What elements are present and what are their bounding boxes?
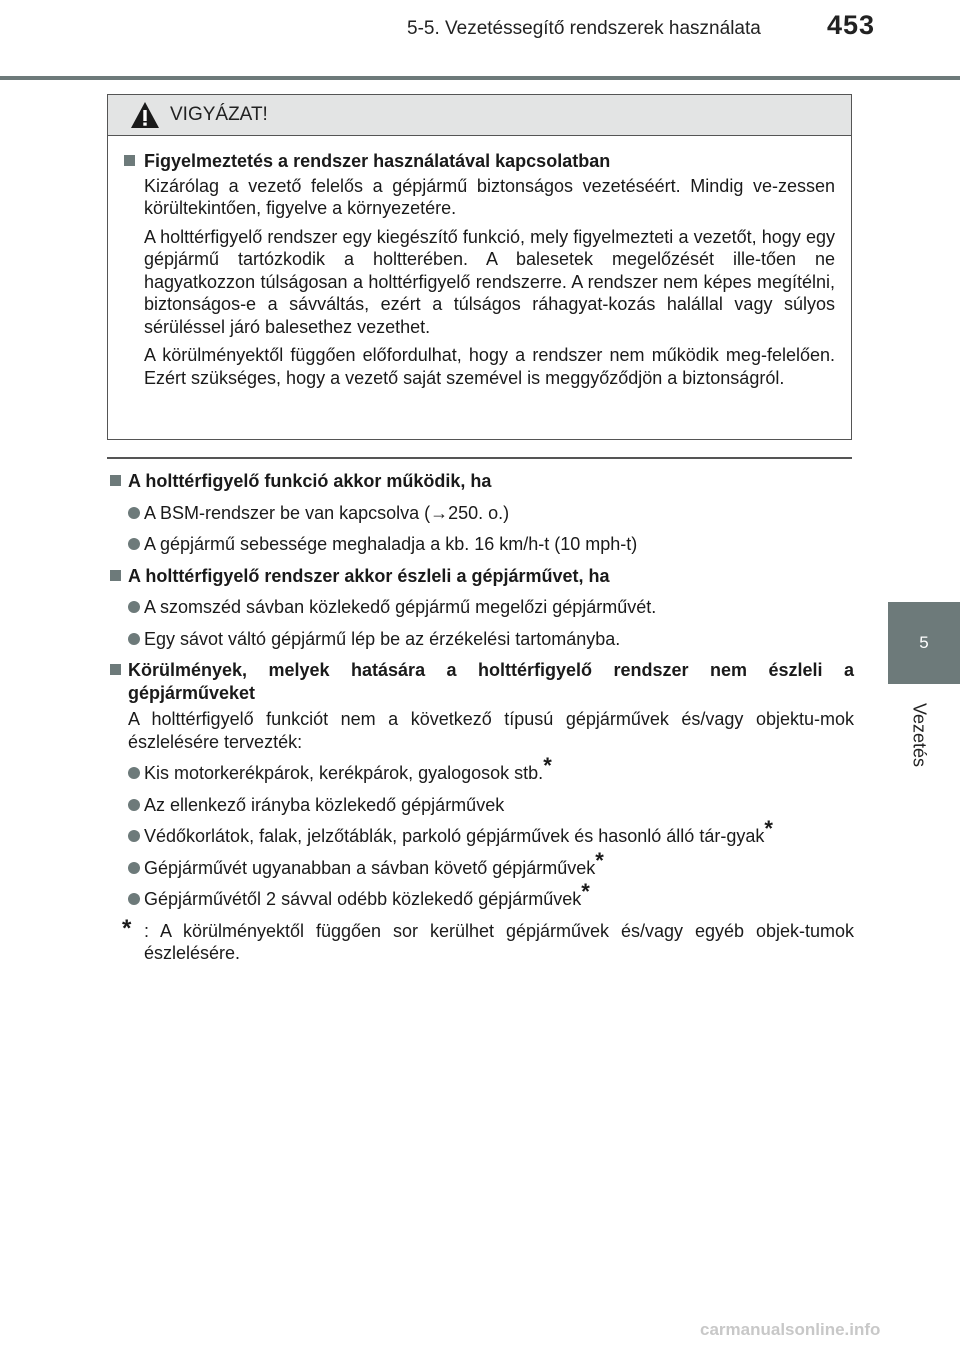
section-heading-text: Körülmények, melyek hatására a holttérfigyelő rendszer nem észleli a gépjárműveket <box>128 660 854 703</box>
warning-triangle-icon <box>130 101 160 129</box>
section-heading-text: A holttérfigyelő funkció akkor működik, ha <box>128 471 492 491</box>
caution-paragraph: A holttérfigyelő rendszer egy kiegészítő funkció, mely figyelmezteti a vezetőt, hogy egy gépjármű tartózkodik a holtterében. A balesetek megelőzését ille-tően ne hagyatkozzon túlságosan a holttérfigyelő rendszerre. A rendszer nem képes megítélni, biztonságos-e a sávváltás, ezért a túlságos ráhagyat-kozás halállal vagy súlyos sérüléssel járó balesethez vezethet. <box>144 226 835 337</box>
round-bullet-icon <box>128 507 140 519</box>
footnote <box>110 914 854 965</box>
list-item-text: Az ellenkező irányba közlekedő gépjárművek <box>144 794 505 815</box>
chapter-number: 5 <box>919 633 929 652</box>
list-item-text: Védőkorlátok, falak, jelzőtáblák, parkoló gépjárművek és hasonló álló tár-gyak <box>144 826 765 846</box>
list-item-text: Kis motorkerékpárok, kerékpárok, gyalogosok stb. <box>144 763 544 783</box>
caution-body <box>108 136 851 389</box>
round-bullet-icon <box>128 799 140 811</box>
list-item <box>110 816 854 848</box>
list-item <box>110 596 854 619</box>
round-bullet-icon <box>128 633 140 645</box>
round-bullet-icon <box>128 601 140 613</box>
chapter-label: Vezetés <box>909 702 930 768</box>
caution-paragraph: Kizárólag a vezető felelős a gépjármű biztonságos vezetéséért. Mindig ve-zessen körültekintően, figyelve a környezetére. <box>144 175 835 218</box>
list-item <box>110 879 854 911</box>
chapter-tab <box>888 602 960 684</box>
list-item-text: A szomszéd sávban közlekedő gépjármű megelőzi gépjárművét. <box>144 597 657 617</box>
round-bullet-icon <box>128 830 140 842</box>
square-bullet-icon <box>110 664 121 675</box>
square-bullet-icon <box>124 155 135 166</box>
footnote-star: * <box>543 753 552 778</box>
section-heading-text: A holttérfigyelő rendszer akkor észleli a gépjárművet, ha <box>128 565 610 586</box>
list-item-text: A BSM-rendszer be van kapcsolva (→250. o.) <box>144 502 510 523</box>
round-bullet-icon <box>128 767 140 779</box>
footnote-mark: * <box>122 914 132 942</box>
round-bullet-icon <box>128 538 140 550</box>
chapter-side-label <box>899 690 939 780</box>
section-intro: A holttérfigyelő funkciót nem a következő típusú gépjárművek és/vagy objektu-mok észlelésére tervezték: <box>128 709 854 752</box>
section-heading <box>110 659 854 704</box>
list-item <box>110 794 854 817</box>
list-item <box>110 628 854 651</box>
list-item-text: A gépjármű sebessége meghaladja a kb. 16 km/h-t (10 mph-t) <box>144 534 638 554</box>
section-divider <box>107 457 852 459</box>
square-bullet-icon <box>110 475 121 486</box>
footnote-star: * <box>764 816 773 841</box>
round-bullet-icon <box>128 893 140 905</box>
list-item-text: Gépjárművétől 2 sávval odébb közlekedő gépjárművek <box>144 889 582 909</box>
footnote-text: : A körülményektől függően sor kerülhet gépjárművek és/vagy egyéb objek-tumok észlelésére. <box>144 920 854 963</box>
watermark: carmanualsonline.info <box>700 1320 881 1339</box>
square-bullet-icon <box>110 570 121 581</box>
list-item-text: Egy sávot váltó gépjármű lép be az érzékelési tartományba. <box>144 628 621 649</box>
footnote-star: * <box>581 879 590 904</box>
header-rule <box>0 76 960 80</box>
round-bullet-icon <box>128 862 140 874</box>
section-heading <box>110 565 854 588</box>
caution-title: VIGYÁZAT! <box>170 104 268 125</box>
caution-paragraph: A körülményektől függően előfordulhat, hogy a rendszer nem működik meg-felelően. Ezért szükséges, hogy a vezető saját szemével is meggyőződjön a biztonságról. <box>144 345 835 388</box>
caution-subheading <box>124 150 835 173</box>
caution-subheading-text: Figyelmeztetés a rendszer használatával kapcsolatban <box>144 151 611 171</box>
list-item-text: Gépjárművét ugyanabban a sávban követő gépjárművek <box>144 857 596 878</box>
section-heading <box>110 470 854 493</box>
list-item <box>110 753 854 785</box>
main-content <box>110 470 854 965</box>
caution-box <box>107 94 852 440</box>
section-title: 5-5. Vezetéssegítő rendszerek használata <box>407 18 761 39</box>
list-item <box>110 502 854 525</box>
list-item <box>110 533 854 556</box>
footnote-star: * <box>595 847 604 873</box>
list-item <box>110 847 854 880</box>
page-number: 453 <box>827 10 876 40</box>
caution-header <box>108 95 851 136</box>
